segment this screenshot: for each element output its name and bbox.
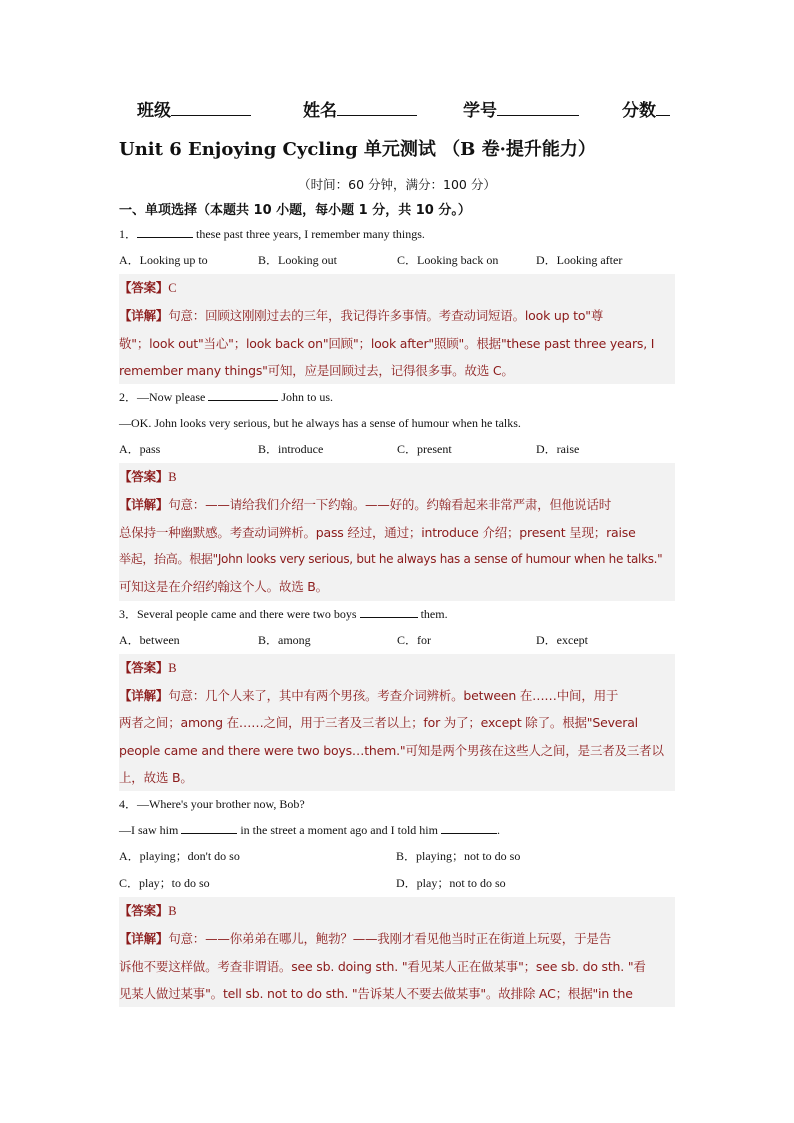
name-field bbox=[303, 96, 417, 121]
student-info-row bbox=[119, 96, 675, 124]
q4-options-row-1 bbox=[119, 843, 675, 870]
q2-option-d[interactable]: D．raise bbox=[536, 442, 580, 457]
q3-answer: B bbox=[168, 660, 177, 675]
q3-answer-box bbox=[119, 654, 675, 791]
q4-text-a: —I saw him bbox=[119, 823, 182, 838]
answer-tag: 【答案】 bbox=[119, 903, 169, 919]
score-field bbox=[622, 96, 670, 121]
exam-time-note: （时间：60 分钟，满分：100 分） bbox=[298, 177, 496, 192]
q3-option-c[interactable]: C．for bbox=[397, 632, 431, 647]
q1-option-d[interactable]: D．Looking after bbox=[536, 253, 623, 267]
q1-detail-line-3: remember many things"可知，应是回顾过去，记得很多事。故选 C。 bbox=[119, 362, 514, 378]
q3-detail-line-3: people came and there were two boys…them."可知是两个男孩在这些人之间，是三者及三者以 bbox=[119, 742, 664, 758]
q1-number: 1． bbox=[119, 227, 138, 241]
name-label: 姓名 bbox=[303, 101, 337, 121]
class-blank[interactable] bbox=[171, 97, 251, 116]
q2-option-b[interactable]: B．introduce bbox=[258, 442, 324, 457]
q4-detail-line-1 bbox=[119, 925, 675, 952]
q4-option-a[interactable]: A．playing；don't do so bbox=[119, 849, 240, 864]
q1-answer-line bbox=[119, 274, 675, 302]
answer-tag: 【答案】 bbox=[119, 659, 169, 675]
detail-tag: 【详解】 bbox=[119, 931, 169, 947]
q2-answer: B bbox=[168, 470, 177, 485]
q2-option-c[interactable]: C．present bbox=[397, 442, 452, 457]
page-title: Unit 6 Enjoying Cycling 单元测试 （B 卷·提升能力） bbox=[119, 139, 596, 160]
q4-detail-line-2: 诉他不要这样做。考查非谓语。see sb. doing sth. "看见某人正在做某事"；see sb. do sth. "看 bbox=[119, 958, 646, 974]
number-field bbox=[463, 96, 579, 121]
q3-detail-line-4: 上，故选 B。 bbox=[119, 769, 193, 785]
q2-detail-text: 句意：——请给我们介绍一下约翰。——好的。约翰看起来非常严肃，但他说话时 bbox=[168, 497, 612, 513]
q4-blank-1 bbox=[181, 820, 237, 834]
q1-options bbox=[119, 247, 675, 274]
q3-option-a[interactable]: A．between bbox=[119, 632, 180, 647]
q3-detail-line-1 bbox=[119, 682, 675, 709]
q3-detail-line-2: 两者之间；among 在……之间，用于三者及三者以上；for 为了；except 除了。根据"Several bbox=[119, 715, 638, 731]
score-blank[interactable] bbox=[656, 97, 670, 116]
q1-detail-line-1 bbox=[119, 302, 675, 329]
answer-tag: 【答案】 bbox=[119, 280, 169, 295]
q1-option-b[interactable]: B．Looking out bbox=[258, 253, 338, 267]
number-blank[interactable] bbox=[497, 97, 579, 116]
class-label: 班级 bbox=[137, 101, 171, 121]
name-blank[interactable] bbox=[337, 97, 417, 116]
q2-answer-line bbox=[119, 463, 675, 491]
q4-detail-text: 句意：——你弟弟在哪儿，鲍勃？——我刚才看见他当时正在街道上玩耍，于是告 bbox=[168, 931, 612, 947]
q3-option-b[interactable]: B．among bbox=[258, 632, 311, 647]
q4-answer: B bbox=[168, 904, 177, 919]
q1-detail-text: 句意：回顾这刚刚过去的三年，我记得许多事情。考查动词短语。look up to"尊 bbox=[168, 308, 604, 324]
q4-options-row-2 bbox=[119, 870, 675, 897]
q2-detail-line-2: 总保持一种幽默感。考查动词辨析。pass 经过，通过；introduce 介绍；present 呈现；raise bbox=[119, 524, 636, 540]
question-4: 4．—Where's your brother now, Bob? bbox=[119, 797, 305, 812]
q4-option-b[interactable]: B．playing；not to do so bbox=[396, 849, 521, 864]
q1-text: these past three years, I remember many things. bbox=[193, 227, 425, 241]
q2-text-a: 2．—Now please bbox=[119, 390, 209, 405]
q1-blank bbox=[137, 224, 193, 238]
q4-blank-2 bbox=[441, 820, 497, 834]
q3-text-a: 3．Several people came and there were two boys bbox=[119, 606, 360, 621]
answer-tag: 【答案】 bbox=[119, 469, 169, 485]
q3-detail-text: 句意：几个人来了，其中有两个男孩。考查介词辨析。between 在……中间，用于 bbox=[168, 687, 619, 703]
q1-answer-box bbox=[119, 274, 675, 384]
worksheet-page bbox=[119, 96, 675, 1007]
q3-option-d[interactable]: D．except bbox=[536, 632, 588, 647]
score-label: 分数 bbox=[622, 101, 656, 121]
q4-detail-line-3: 见某人做过某事"。tell sb. not to do sth. "告诉某人不要去做某事"。故排除 AC；根据"in the bbox=[119, 986, 633, 1002]
section-heading: 一、单项选择（本题共 10 小题，每小题 1 分，共 10 分。） bbox=[119, 203, 471, 218]
q4-text-b: in the street a moment ago and I told him bbox=[237, 823, 441, 838]
q1-option-a[interactable]: A．Looking up to bbox=[119, 253, 208, 267]
q1-answer: C bbox=[168, 281, 177, 295]
question-2 bbox=[119, 384, 675, 410]
q2-text-b: John to us. bbox=[278, 390, 334, 405]
q2-detail-line-4: 可知这是在介绍约翰这个人。故选 B。 bbox=[119, 579, 328, 595]
q2-detail-line-3: 举起，抬高。根据"John looks very serious, but he always has a sense of humour when he talks." bbox=[119, 552, 663, 567]
q2-detail-line-1 bbox=[119, 491, 675, 518]
q4-answer-line bbox=[119, 897, 675, 925]
question-1 bbox=[119, 221, 675, 247]
detail-tag: 【详解】 bbox=[119, 308, 169, 324]
q4-answer-box bbox=[119, 897, 675, 1007]
question-3 bbox=[119, 601, 675, 627]
detail-tag: 【详解】 bbox=[119, 497, 169, 513]
q2-answer-box bbox=[119, 463, 675, 600]
q3-text-b: them. bbox=[417, 606, 448, 621]
q1-detail-line-2: 敬"；look out"当心"；look back on"回顾"；look after"照顾"。根据"these past three years, I bbox=[119, 335, 655, 351]
q2-blank bbox=[208, 387, 278, 401]
q2-options bbox=[119, 436, 675, 463]
number-label: 学号 bbox=[463, 101, 497, 121]
question-2-reply: —OK. John looks very serious, but he always has a sense of humour when he talks. bbox=[119, 416, 521, 431]
q3-blank bbox=[360, 604, 418, 618]
q4-option-d[interactable]: D．play；not to do so bbox=[396, 876, 506, 891]
q3-options bbox=[119, 627, 675, 654]
q1-option-c[interactable]: C．Looking back on bbox=[397, 253, 499, 267]
q3-answer-line bbox=[119, 654, 675, 682]
q4-option-c[interactable]: C．play；to do so bbox=[119, 876, 210, 891]
detail-tag: 【详解】 bbox=[119, 687, 169, 703]
question-4-reply bbox=[119, 817, 675, 843]
q4-text-c: . bbox=[496, 823, 500, 838]
class-field bbox=[137, 96, 251, 121]
q2-option-a[interactable]: A．pass bbox=[119, 442, 161, 457]
